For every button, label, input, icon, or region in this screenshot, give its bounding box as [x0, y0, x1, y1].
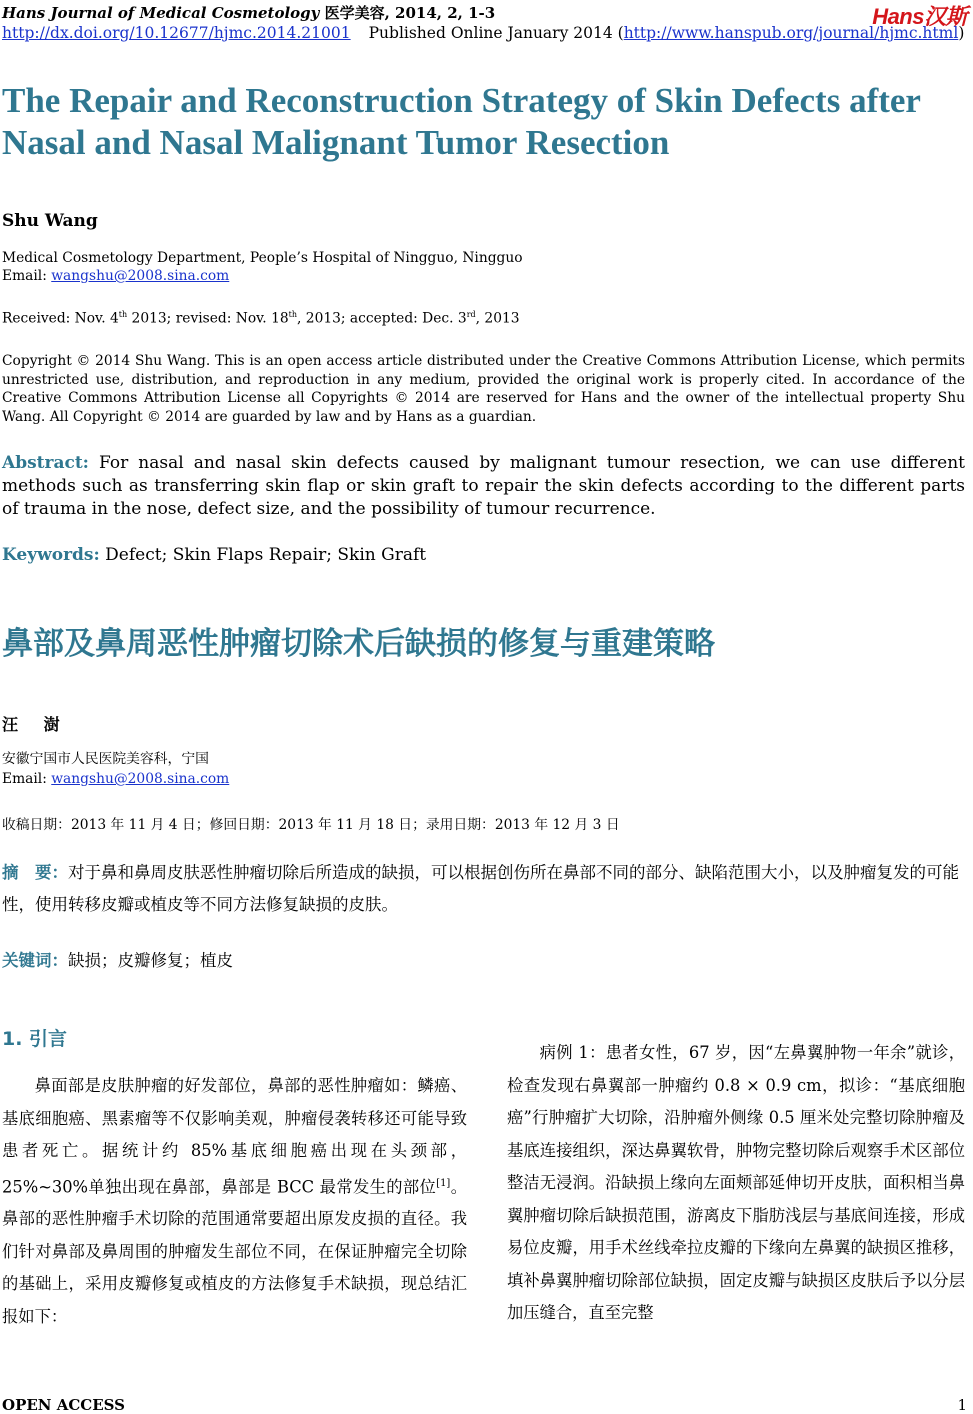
published-online-prefix: Published Online January 2014 ( — [368, 24, 624, 42]
citation-ref[interactable]: [1] — [436, 1177, 451, 1189]
published-online-suffix: ) — [958, 24, 965, 42]
abstract-text-cn: 对于鼻和鼻周皮肤恶性肿瘤切除后所造成的缺损，可以根据创伤所在鼻部不同的部分、缺陷范围大小，以及肿瘤复发的可能性，使用转移皮瓣或植皮等不同方法修复缺损的皮肤。 — [2, 863, 959, 914]
email-label: Email: — [2, 771, 52, 787]
body-paragraph-cont: 。鼻部的恶性肿瘤手术切除的范围通常要超出原发皮损的直径。我们针对鼻部及鼻周围的肿瘤发生部位不同，在保证肿瘤完全切除的基础上，采用皮瓣修复或植皮的方法修复手术缺损，现总结汇报如下： — [2, 1176, 467, 1326]
keywords-cn — [2, 947, 233, 971]
email-link-en[interactable]: wangshu@2008.sina.com — [51, 268, 230, 284]
abstract-text: For nasal and nasal skin defects caused by malignant tumour resection, we can use different methods such as transferring skin flap or skin graft to repair the skin defects according to the different parts of trauma in the nose, defect size, and the possibility of tumour recurrence. — [2, 453, 965, 519]
article-title-cn: 鼻部及鼻周恶性肿瘤切除术后缺损的修复与重建策略 — [2, 626, 715, 662]
keywords-text-cn: 缺损；皮瓣修复；植皮 — [68, 951, 233, 970]
affiliation-en: Medical Cosmetology Department, People’s Hospital of Ningguo, Ningguo — [2, 250, 523, 266]
email-en-line — [2, 267, 523, 285]
keywords-en — [2, 545, 426, 565]
revised-text: 2013; revised: Nov. 18 — [127, 310, 289, 327]
accepted-text: , 2013; accepted: Dec. 3 — [297, 310, 467, 327]
body-paragraph: 鼻面部是皮肤肿瘤的好发部位，鼻部的恶性肿瘤如：鳞癌、基底细胞癌、黑素瘤等不仅影响美观，肿瘤侵袭转移还可能导致患者死亡。据统计约 85%基底细胞癌出现在头颈部，25%~30%单独出现在鼻部，鼻部是 BCC 最常发生的部位 — [2, 1076, 467, 1196]
ordinal-suffix: rd — [466, 310, 476, 319]
doi-link[interactable]: http://dx.doi.org/10.12677/hjmc.2014.21001 — [2, 24, 351, 42]
copyright-notice: Copyright © 2014 Shu Wang. This is an open access article distributed under the Creative Commons Attribution License, which permits unrestricted use, distribution, and reproduction in any medium, provided the original work is properly cited. In accordance of the Creative Commons Attribution License all Copyrights © 2014 are reserved for Hans and the owner of the intellectual property Shu Wang. All Copyright © 2014 are guarded by law and by Hans as a guardian. — [2, 353, 965, 425]
section-heading: 1. 引言 — [2, 1028, 68, 1050]
keywords-label-cn: 关键词： — [2, 951, 68, 970]
journal-link[interactable]: http://www.hanspub.org/journal/hjmc.html — [623, 24, 959, 42]
accepted-year: , 2013 — [475, 310, 520, 327]
ordinal-suffix: th — [288, 310, 298, 319]
journal-header — [2, 2, 495, 23]
article-title-en: The Repair and Reconstruction Strategy of Skin Defects after Nasal and Nasal Malignant Tumor Resection — [2, 81, 921, 162]
ordinal-suffix: th — [118, 310, 128, 319]
received-dates-en — [2, 310, 520, 327]
affiliation-cn: 安徽宁国市人民医院美容科，宁国 — [2, 751, 209, 767]
keywords-label: Keywords: — [2, 545, 100, 565]
journal-cn-info: 医学美容, 2014, 2, 1-3 — [324, 4, 496, 22]
affiliation-cn-block — [2, 749, 229, 789]
left-column-text — [2, 1070, 467, 1333]
email-label: Email: — [2, 268, 52, 284]
affiliation-en-block — [2, 249, 523, 285]
doi-line — [2, 24, 964, 42]
email-link-cn[interactable]: wangshu@2008.sina.com — [51, 771, 230, 787]
author-cn: 汪 澍 — [2, 715, 70, 734]
page-number: 1 — [957, 1396, 967, 1414]
publisher-logo: Hans汉斯 — [872, 4, 967, 29]
received-dates-cn: 收稿日期：2013 年 11 月 4 日；修回日期：2013 年 11 月 18 日；录用日期：2013 年 12 月 3 日 — [2, 817, 620, 833]
abstract-en — [2, 452, 965, 521]
abstract-label: Abstract: — [2, 453, 89, 473]
right-column-text: 病例 1：患者女性，67 岁，因“左鼻翼肿物一年余”就诊，检查发现右鼻翼部一肿瘤约 0.8 × 0.9 cm，拟诊：“基底细胞癌”行肿瘤扩大切除，沿肿瘤外侧缘 0.5 厘米处完整切除肿瘤及基底连接组织，深达鼻翼软骨，肿物完整切除后观察手术区部位整洁无浸润。沿缺损上缘向左面颊部延伸切开皮肤，面积相当鼻翼肿瘤切除后缺损范围，游离皮下脂肪浅层与基底间连接，形成易位皮瓣，用手术丝线牵拉皮瓣的下缘向左鼻翼的缺损区推移，填补鼻翼肿瘤切除部位缺损，固定皮瓣与缺损区皮肤后予以分层加压缝合，直至完整 — [507, 1043, 965, 1322]
author-en: Shu Wang — [2, 211, 98, 231]
abstract-label-cn: 摘 要： — [2, 863, 68, 882]
keywords-text: Defect; Skin Flaps Repair; Skin Graft — [99, 545, 427, 565]
received-text: Received: Nov. 4 — [2, 310, 119, 327]
abstract-cn — [2, 857, 965, 921]
journal-name: Hans Journal of Medical Cosmetology — [2, 4, 320, 22]
open-access-label: OPEN ACCESS — [2, 1396, 125, 1414]
email-cn-line — [2, 769, 229, 789]
